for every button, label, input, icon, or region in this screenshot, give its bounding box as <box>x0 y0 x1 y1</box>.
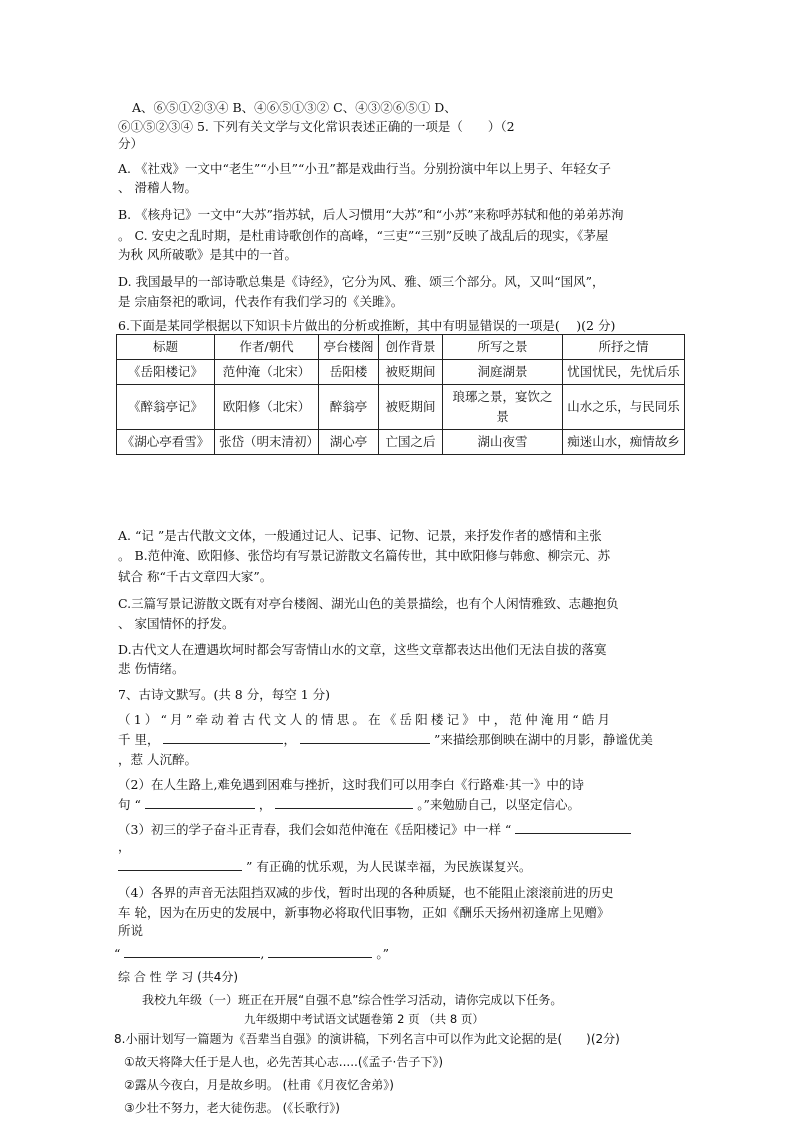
q6-option-d-cont: 悲 伤情绪。 <box>118 661 185 676</box>
q7-part1-suffix: ”来描绘那倒映在湖中的月影，静谧优美 <box>433 732 653 747</box>
q5-option-b: B. 《核舟记》一文中“大苏”指苏轼，后人习惯用“大苏”和“小苏”来称呼苏轼和他的弟弟苏洵 <box>118 207 624 222</box>
table-cell: 被贬期间 <box>379 385 443 430</box>
table-cell: 岳阳楼 <box>319 360 379 385</box>
q7-part1-line1: （1）“月”牵动着古代文人的情思。在《岳阳楼记》中，范仲淹用“皓月 <box>118 712 614 727</box>
q7-part1-prefix: 千 里， <box>118 732 160 747</box>
q7-part1-line3: ，惹 人沉醉。 <box>118 752 197 767</box>
q7-part3-line2: ， <box>118 839 131 854</box>
section-intro: 我校九年级（一）班正在开展“自强不息”综合性学习活动，请你完成以下任务。 <box>142 993 563 1007</box>
table-cell: 山水之乐，与民同乐 <box>563 385 685 430</box>
q7-part2-suffix: 。”来勉励自己，以坚定信心。 <box>417 797 580 812</box>
table-cell: 《岳阳楼记》 <box>117 360 215 385</box>
table-cell: 被贬期间 <box>379 360 443 385</box>
q5-stem-cont: 分） <box>118 136 144 151</box>
q7-part1-line2: 千 里， ， ”来描绘那倒映在湖中的月影，静谧优美 <box>118 732 653 747</box>
table-row <box>117 385 685 430</box>
q6-option-b: 。 B.范仲淹、欧阳修、张岱均有写景记游散文名篇传世，其中欧阳修与韩愈、柳宗元、苏 <box>118 548 611 563</box>
answer-blank[interactable] <box>300 730 430 744</box>
table-row <box>117 360 685 385</box>
q7-part3-line1 <box>118 820 631 838</box>
q5-stem: ⑥①⑤②③④ 5. 下列有关文学与文化常识表述正确的一项是（ ）（2 <box>118 119 515 134</box>
q8-stem: 8.小丽计划写一篇题为《吾辈当自强》的演讲稿，下列名言中可以作为此文论据的是( )(2分) <box>114 1032 620 1046</box>
answer-blank[interactable] <box>268 944 372 958</box>
q6-option-b-cont: 轼合 称“千古文章四大家”。 <box>118 569 273 584</box>
q7-part4-line4: “ , 。” <box>114 946 389 961</box>
table-cell: 张岱（明末清初） <box>215 430 319 455</box>
q4-options-line1: A、⑥⑤①②③④ B、④⑥⑤①③② C、④③②⑥⑤① D、 <box>132 100 457 115</box>
table-header-row <box>117 335 685 360</box>
q7-stem: 7、古诗文默写。(共 8 分，每空 1 分) <box>118 687 331 702</box>
q6-option-a: A. “记 ”是古代散文文体，一般通过记人、记事、记物、记景，来抒发作者的感情和主张 <box>118 528 602 543</box>
q5-option-c-cont: 为秋 风所破歌》是其中的一首。 <box>118 247 297 262</box>
q5-option-a: A. 《社戏》一文中“老生”“小旦”“小丑”都是戏曲行当。分别扮演中年以上男子、年轻女子 <box>118 161 611 176</box>
q6-option-c-cont: 、 家国情怀的抒发。 <box>118 616 235 631</box>
table-header-cell: 标题 <box>117 335 215 360</box>
answer-blank[interactable] <box>275 795 413 809</box>
q5-option-c: 。 C. 安史之乱时期，是杜甫诗歌创作的高峰，“三吏”“三别”反映了战乱后的现实，《茅屋 <box>118 228 609 243</box>
q7-part2-line2: 句 “ ， 。”来勉励自己，以坚定信心。 <box>118 797 580 812</box>
answer-blank[interactable] <box>145 795 255 809</box>
q7-part3-suffix: ” 有正确的忧乐观，为人民谋幸福，为民族谋复兴。 <box>245 859 532 874</box>
section-title: 综 合 性 学 习 (共4分) <box>118 970 239 984</box>
table-cell: 琅琊之景，宴饮之景 <box>443 385 563 430</box>
q6-option-d: D.古代文人在遭遇坎坷时都会写寄情山水的文章，这些文章都表达出他们无法自拔的落寞 <box>118 642 607 657</box>
table-cell: 洞庭湖景 <box>443 360 563 385</box>
page-footer: 九年级期中考试语文试题卷第 2 页 （共 8 页） <box>244 1012 484 1026</box>
table-row <box>117 430 685 455</box>
table-cell: 《醉翁亭记》 <box>117 385 215 430</box>
table-cell: 亡国之后 <box>379 430 443 455</box>
table-cell: 醉翁亭 <box>319 385 379 430</box>
q8-option-2: ②露从今夜白，月是故乡明。 (杜甫《月夜忆舍弟》) <box>124 1078 394 1092</box>
q7-part3-line3 <box>118 857 531 875</box>
table-header-cell: 亭台楼阁 <box>319 335 379 360</box>
table-header-cell: 所写之景 <box>443 335 563 360</box>
q7-part3-text: （3）初三的学子奋斗正青春，我们会如范仲淹在《岳阳楼记》中一样 “ <box>118 822 512 837</box>
table-cell: 湖心亭 <box>319 430 379 455</box>
table-header-cell: 作者/朝代 <box>215 335 319 360</box>
q7-part4-suffix: 。” <box>376 946 389 961</box>
q7-part2-prefix: 句 “ <box>118 797 141 812</box>
q6-stem: 6.下面是某同学根据以下知识卡片做出的分析或推断，其中有明显错误的一项是( )(2 分) <box>118 318 616 333</box>
answer-blank[interactable] <box>163 730 283 744</box>
q8-option-1: ①故天将降大任于是人也，必先苦其心志.....(《孟子·告子下》) <box>124 1055 444 1069</box>
q8-option-3: ③少壮不努力，老大徒伤悲。 (《长歌行》) <box>124 1101 340 1115</box>
table-cell: 范仲淹（北宋） <box>215 360 319 385</box>
q7-part2-line1: （2）在人生路上,难免遇到困难与挫折，这时我们可以用李白《行路难·其一》中的诗 <box>118 777 584 792</box>
table-header-cell: 所抒之情 <box>563 335 685 360</box>
q5-option-d-cont: 是 宗庙祭祀的歌词，代表作有我们学习的《关雎》。 <box>118 294 404 309</box>
q7-part4-line1: （4）各界的声音无法阻挡双减的步伐，暂时出现的各种质疑，也不能阻止滚滚前进的历史 <box>118 885 614 900</box>
table-header-cell: 创作背景 <box>379 335 443 360</box>
answer-blank[interactable] <box>118 857 242 871</box>
q7-part4-prefix: “ <box>114 946 121 961</box>
table-cell: 湖山夜雪 <box>443 430 563 455</box>
table-cell: 《湖心亭看雪》 <box>117 430 215 455</box>
answer-blank[interactable] <box>124 944 260 958</box>
q7-part4-line3: 所说 <box>118 923 144 938</box>
q5-option-a-cont: 、 滑稽人物。 <box>118 180 197 195</box>
q6-option-c: C.三篇写景记游散文既有对亭台楼阁、湖光山色的美景描绘，也有个人闲情雅致、志趣抱负 <box>118 596 619 611</box>
table-cell: 痴迷山水，痴情故乡 <box>563 430 685 455</box>
q5-option-d: D. 我国最早的一部诗歌总集是《诗经》，它分为风、雅、颂三个部分。风，又叫“国风”， <box>118 274 605 289</box>
table-cell: 欧阳修（北宋） <box>215 385 319 430</box>
knowledge-card-table <box>116 334 685 455</box>
answer-blank[interactable] <box>515 820 631 834</box>
q7-part4-line2: 车 轮，因为在历史的发展中，新事物必将取代旧事物，正如《酬乐天扬州初逢席上见赠》 <box>118 905 610 920</box>
table-cell: 忧国忧民，先忧后乐 <box>563 360 685 385</box>
